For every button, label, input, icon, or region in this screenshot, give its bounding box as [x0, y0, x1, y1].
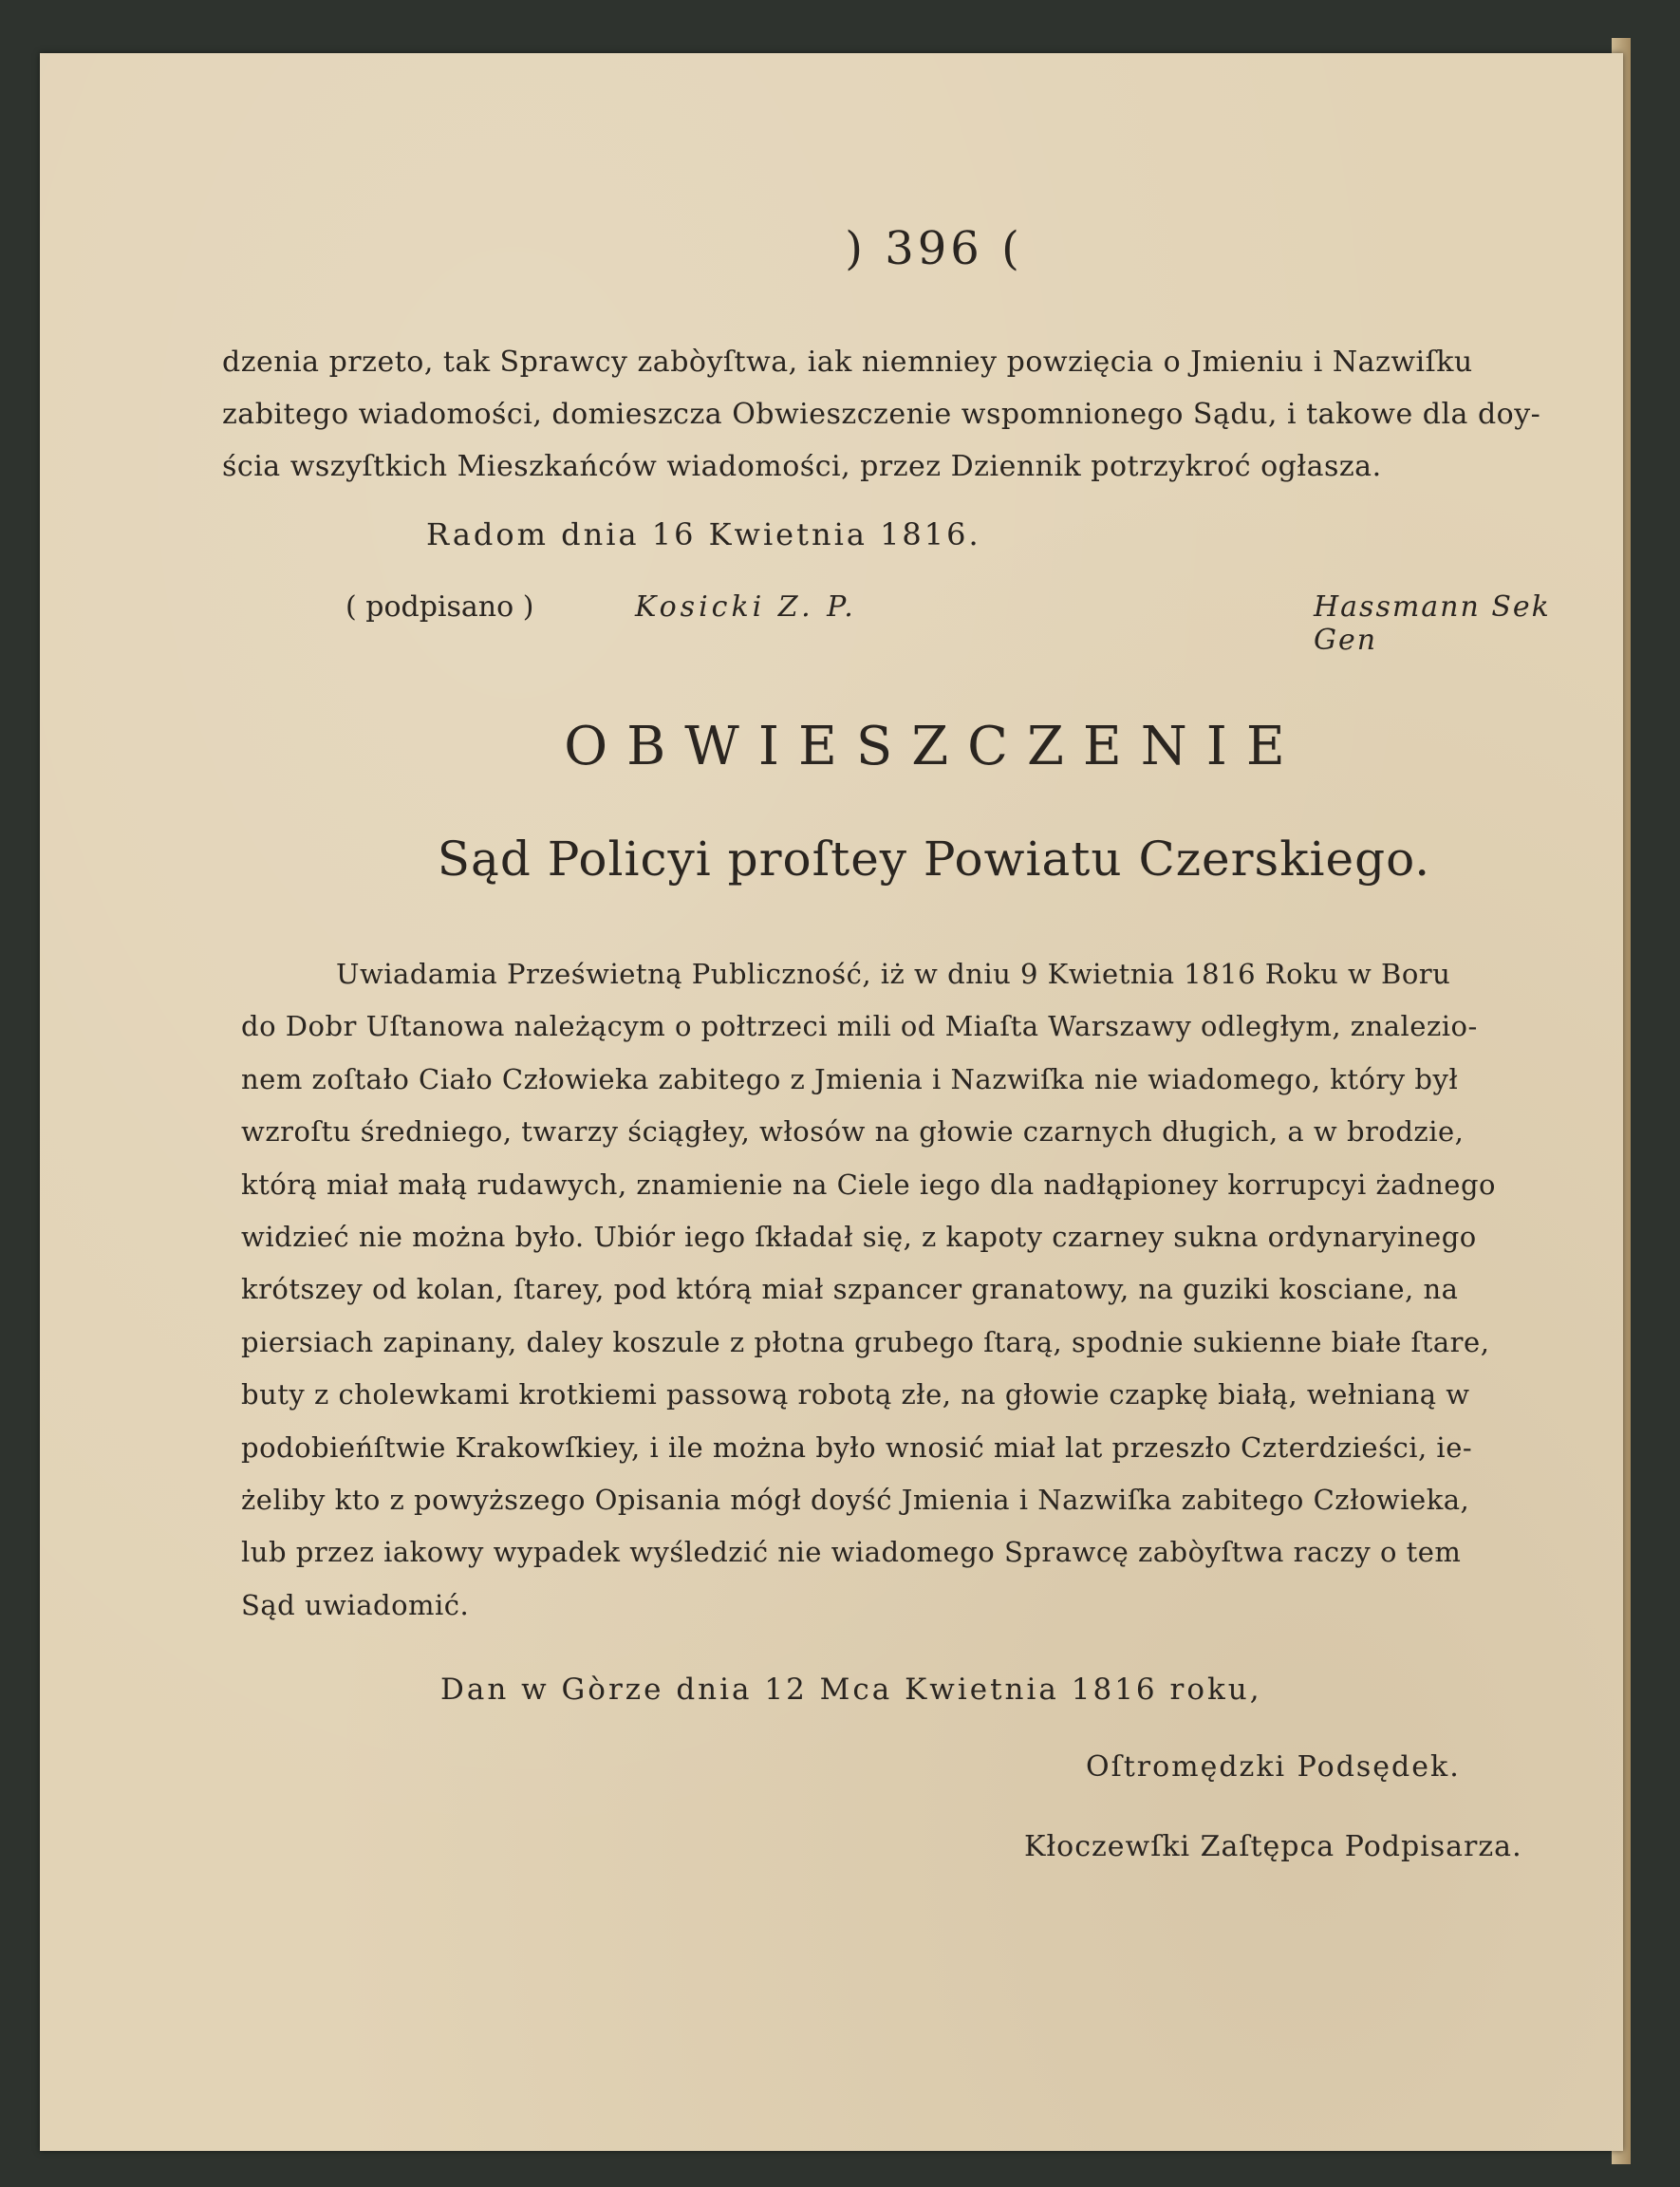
text-line: wzroſtu średniego, twarzy ściągłey, włosów na głowie czarnych długich, a w brodzie,	[241, 1115, 1465, 1149]
announcement-heading: OBWIESZCZENIE	[564, 716, 1304, 777]
text-line: lub przez iakowy wypadek wyśledzić nie wiadomego Sprawcę zabòyſtwa raczy o tem	[241, 1536, 1462, 1569]
main-paragraph	[241, 948, 1636, 1632]
signer-hassmann: Hassmann Sek Gen	[1314, 590, 1551, 657]
page-number: ) 396 (	[845, 222, 1023, 275]
text-line: widzieć nie można było. Ubiór iego ſkładał się, z kapoty czarney sukna ordynaryinego	[241, 1221, 1477, 1254]
text-line: zabitego wiadomości, domieszcza Obwieszczenie wspomnionego Sądu, i takowe dla doy-	[222, 398, 1541, 431]
text-line: Sąd uwiadomić.	[241, 1588, 470, 1621]
text-line: podobieńſtwie Krakowſkiey, i ile można było wnosić miał lat przeszło Czterdzieści, ie-	[241, 1430, 1473, 1464]
text-line: buty z cholewkami krotkiemi passową robotą złe, na głowie czapkę białą, wełnianą w	[241, 1378, 1470, 1411]
date-gorze: Dan w Gòrze dnia 12 Mca Kwietnia 1816 roku,	[440, 1673, 1262, 1707]
signer-kosicki: Kosicki Z. P.	[635, 590, 857, 624]
text-line: nem zoſtało Ciało Człowieka zabitego z Jmienia i Nazwiſka nie wiadomego, który był	[241, 1062, 1459, 1095]
signature-judge: Oſtromędzki Podsędek.	[1086, 1750, 1461, 1784]
signature-deputy: Kłoczewſki Zaſtępca Podpisarza.	[1024, 1830, 1522, 1863]
text-line: którą miał małą rudawych, znamienie na Ciele iego dla nadłąpioney korrupcyi żadnego	[241, 1168, 1496, 1201]
text-line: do Dobr Uſtanowa należącym o połtrzeci mili od Miaſta Warszawy odległym, znalezio-	[241, 1010, 1478, 1043]
text-line: piersiach zapinany, daley koszule z płotna grubego ſtarą, spodnie sukienne białe ſtare,	[241, 1325, 1490, 1358]
document-page	[40, 53, 1623, 2151]
text-line: ścia wszyſtkich Mieszkańców wiadomości, przez Dziennik potrzykroć ogłasza.	[222, 450, 1382, 483]
signature-row-top	[345, 590, 1579, 657]
signed-label: ( podpisano )	[345, 590, 534, 624]
text-line: Uwiadamia Prześwietną Publiczność, iż w dniu 9 Kwietnia 1816 Roku w Boru	[336, 958, 1451, 990]
top-paragraph	[222, 336, 1636, 493]
text-line: dzenia przeto, tak Sprawcy zabòyſtwa, iak niemniey powzięcia o Jmieniu i Nazwiſku	[222, 346, 1473, 379]
text-line: krótszey od kolan, ſtarey, pod którą miał szpancer granatowy, na guziki kosciane, na	[241, 1273, 1459, 1306]
court-subheading: Sąd Policyi proſtey Powiatu Czerskiego.	[437, 832, 1431, 887]
date-radom: Radom dnia 16 Kwietnia 1816.	[426, 516, 981, 552]
text-line: żeliby kto z powyższego Opisania mógł doyść Jmienia i Nazwiſka zabitego Człowieka,	[241, 1484, 1470, 1517]
